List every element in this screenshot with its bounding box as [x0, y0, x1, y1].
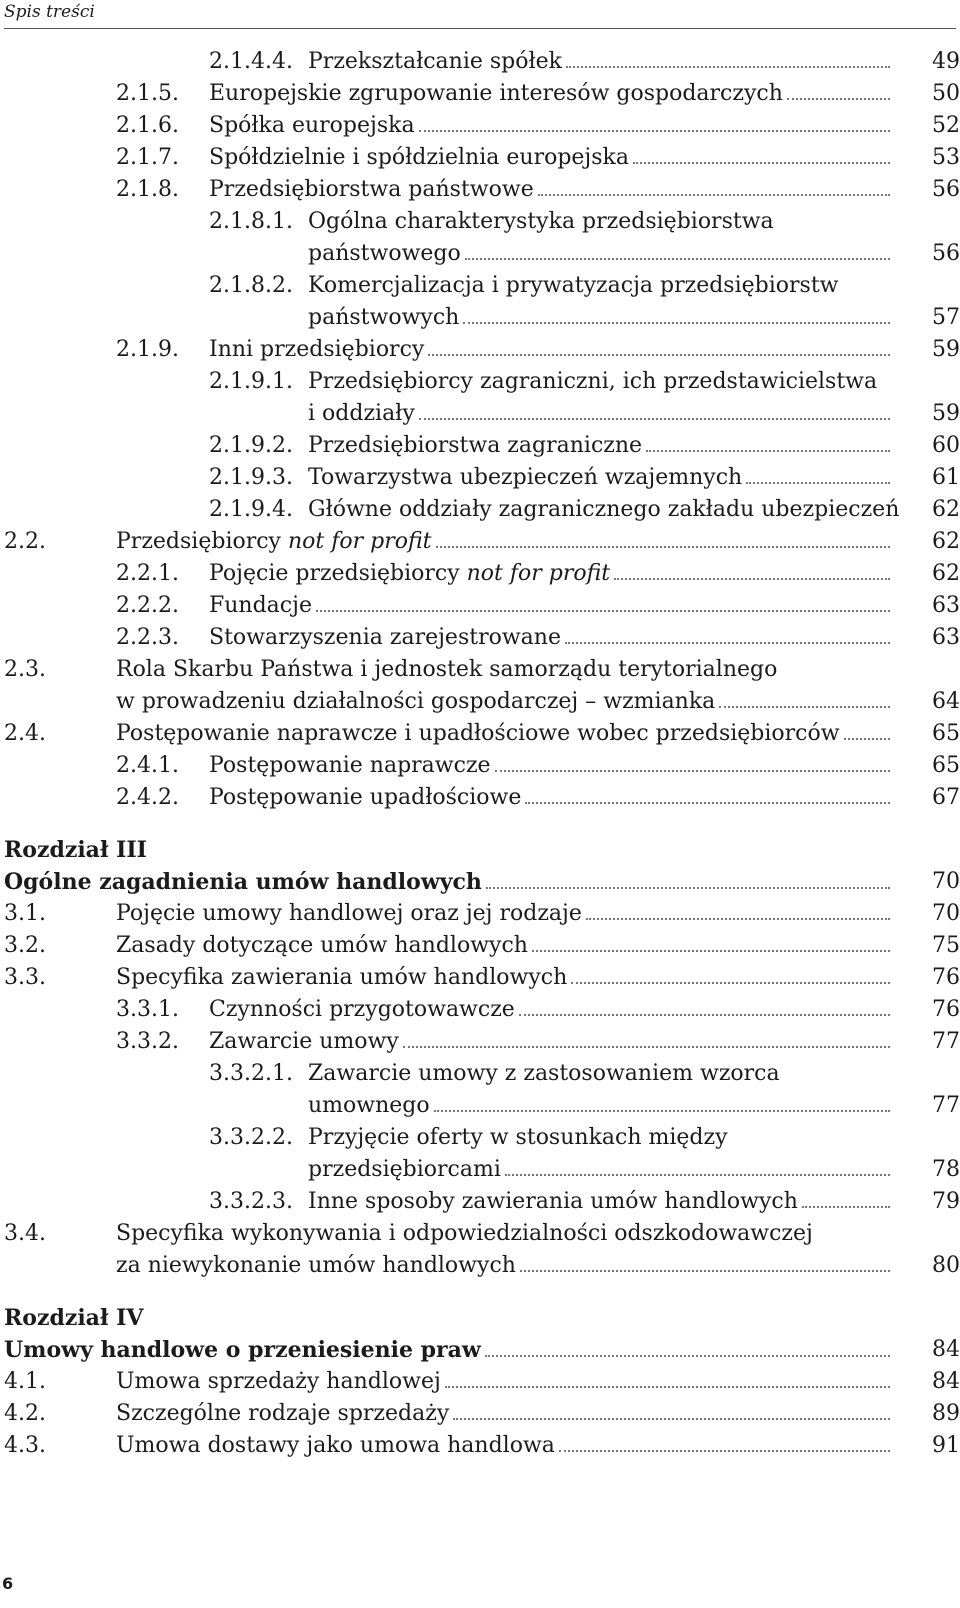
toc-entry[interactable]	[0, 1058, 960, 1122]
section-title-line: za niewykonanie umów handlowych	[116, 1253, 516, 1278]
page-number: 57	[932, 305, 960, 330]
dot-leader	[719, 706, 890, 708]
section-number: 2.1.9.3.	[209, 465, 293, 490]
section-title-line: w prowadzeniu działalności gospodarczej – wzmianka	[116, 689, 716, 714]
dot-leader	[436, 546, 890, 548]
section-title-line: Inni przedsiębiorcy	[209, 337, 425, 362]
chapter-label: Rozdział IV	[4, 1305, 144, 1331]
page-number: 77	[932, 1093, 960, 1118]
toc-entry[interactable]	[0, 1366, 960, 1398]
toc-entry[interactable]	[0, 334, 960, 366]
section-title-line: państwowego	[308, 241, 461, 266]
page-number: 75	[932, 933, 960, 958]
section-title-line: Przyjęcie oferty w stosunkach między	[308, 1125, 728, 1150]
toc-entry[interactable]	[0, 366, 960, 430]
page-number: 67	[932, 785, 960, 810]
section-title-line: Spółka europejska	[209, 113, 415, 138]
dot-leader	[486, 887, 890, 889]
toc-entry[interactable]	[0, 1430, 960, 1462]
section-title	[308, 206, 894, 270]
section-number: 2.4.1.	[116, 753, 179, 778]
toc-section-chapter-2	[0, 46, 960, 814]
chapter-label: Rozdział III	[4, 837, 147, 863]
toc-entry[interactable]	[0, 1122, 960, 1186]
toc-entry[interactable]	[0, 526, 960, 558]
folio-page-number: 6	[2, 1574, 14, 1593]
section-number: 2.1.7.	[116, 145, 179, 170]
page-number: 60	[932, 433, 960, 458]
section-title-line: Przedsiębiorcy	[116, 529, 281, 554]
dot-leader	[316, 610, 890, 612]
toc-entry[interactable]	[0, 430, 960, 462]
section-number: 4.2.	[4, 1401, 46, 1426]
section-title	[308, 430, 894, 462]
section-title	[209, 334, 894, 366]
section-title	[209, 174, 894, 206]
section-number: 3.2.	[4, 933, 46, 958]
section-number: 3.3.2.3.	[209, 1189, 293, 1214]
toc-entry[interactable]	[0, 558, 960, 590]
dot-leader	[532, 950, 890, 952]
toc-entry[interactable]	[0, 270, 960, 334]
section-title-line: Przedsiębiorstwa zagraniczne	[308, 433, 643, 458]
dot-leader	[485, 1355, 890, 1357]
dot-leader	[434, 1110, 890, 1112]
toc-entry[interactable]	[0, 462, 960, 494]
section-title-line: Postępowanie upadłościowe	[209, 785, 522, 810]
section-number: 3.3.	[4, 965, 46, 990]
dot-leader	[746, 482, 890, 484]
dot-leader	[445, 1386, 890, 1388]
section-number: 2.2.3.	[116, 625, 179, 650]
section-number: 2.1.9.	[116, 337, 179, 362]
toc-entry[interactable]	[0, 1398, 960, 1430]
page-number: 65	[932, 721, 960, 746]
section-title-line: Umowa sprzedaży handlowej	[116, 1369, 441, 1394]
page-number: 89	[932, 1401, 960, 1426]
page-number: 91	[932, 1433, 960, 1458]
section-title-line: Zawarcie umowy z zastosowaniem wzorca	[308, 1061, 780, 1086]
section-title-line: umownego	[308, 1093, 430, 1118]
toc-entry[interactable]	[0, 1218, 960, 1282]
section-title-line: Ogólna charakterystyka przedsiębiorstwa	[308, 209, 774, 234]
page-number: 65	[932, 753, 960, 778]
dot-leader	[565, 642, 890, 644]
toc-entry[interactable]	[0, 206, 960, 270]
section-number: 4.1.	[4, 1369, 46, 1394]
page-number: 49	[932, 49, 960, 74]
section-number: 3.3.1.	[116, 997, 179, 1022]
section-number: 2.2.2.	[116, 593, 179, 618]
section-title-line: Spółdzielnie i spółdzielnia europejska	[209, 145, 629, 170]
section-title-line: Zasady dotyczące umów handlowych	[116, 933, 528, 958]
section-number: 3.1.	[4, 901, 46, 926]
page-number: 61	[932, 465, 960, 490]
dot-leader	[505, 1174, 890, 1176]
section-number: 2.4.	[4, 721, 46, 746]
dot-leader	[538, 194, 890, 196]
dot-leader	[571, 982, 890, 984]
dot-leader	[566, 66, 890, 68]
dot-leader	[428, 354, 890, 356]
section-title-line: i oddziały	[308, 401, 415, 426]
toc-entry[interactable]	[0, 750, 960, 782]
section-title	[116, 654, 894, 718]
dot-leader	[495, 770, 890, 772]
section-number: 2.1.9.1.	[209, 369, 293, 394]
section-title	[116, 898, 894, 930]
toc-entry[interactable]	[0, 622, 960, 654]
dot-leader	[586, 918, 890, 920]
table-of-contents	[0, 46, 960, 1462]
section-number: 2.4.2.	[116, 785, 179, 810]
dot-leader	[802, 1206, 890, 1208]
section-title	[116, 718, 894, 750]
section-title-line: Pojęcie przedsiębiorcy	[209, 561, 460, 586]
section-title-line: Inne sposoby zawierania umów handlowych	[308, 1189, 798, 1214]
section-title-line: Komercjalizacja i prywatyzacja przedsiębiorstw	[308, 273, 839, 298]
section-title-line: przedsiębiorcami	[308, 1157, 501, 1182]
section-number: 2.1.8.2.	[209, 273, 293, 298]
dot-leader	[419, 418, 890, 420]
section-title	[308, 1122, 894, 1186]
dot-leader	[633, 162, 890, 164]
section-title	[209, 622, 894, 654]
dot-leader	[614, 578, 890, 580]
page-number: 50	[932, 81, 960, 106]
toc-entry[interactable]	[0, 142, 960, 174]
toc-entry[interactable]	[0, 1026, 960, 1058]
section-title-line: Przekształcanie spółek	[308, 49, 562, 74]
toc-entry[interactable]	[0, 962, 960, 994]
section-number: 2.2.1.	[116, 561, 179, 586]
section-number: 2.1.8.1.	[209, 209, 293, 234]
section-title	[209, 994, 894, 1026]
page-number: 76	[932, 997, 960, 1022]
section-number: 2.3.	[4, 657, 46, 682]
section-title	[116, 930, 894, 962]
page-number: 70	[932, 901, 960, 926]
section-number: 2.1.9.4.	[209, 497, 293, 522]
toc-entry[interactable]	[0, 174, 960, 206]
section-number: 2.1.5.	[116, 81, 179, 106]
section-title-line: Czynności przygotowawcze	[209, 997, 515, 1022]
dot-leader	[403, 1046, 890, 1048]
section-number: 2.1.6.	[116, 113, 179, 138]
page-number: 52	[932, 113, 960, 138]
section-title-line: Szczególne rodzaje sprzedaży	[116, 1401, 450, 1426]
toc-entry[interactable]	[0, 654, 960, 718]
page-number: 76	[932, 965, 960, 990]
section-title	[308, 46, 894, 78]
chapter-title-entry[interactable]	[0, 866, 960, 898]
page-number: 70	[932, 869, 960, 894]
section-title-line: Specyfika zawierania umów handlowych	[116, 965, 568, 990]
chapter-4	[0, 1302, 960, 1462]
section-number: 3.3.2.	[116, 1029, 179, 1054]
section-number: 3.4.	[4, 1221, 46, 1246]
section-title	[209, 110, 894, 142]
page-number: 77	[932, 1029, 960, 1054]
section-title	[308, 462, 894, 494]
dot-leader	[525, 802, 890, 804]
toc-entry[interactable]	[0, 78, 960, 110]
page-number: 53	[932, 145, 960, 170]
toc-entry[interactable]	[0, 590, 960, 622]
dot-leader	[419, 130, 890, 132]
toc-entry[interactable]	[0, 110, 960, 142]
dot-leader	[844, 738, 890, 740]
dot-leader	[519, 1014, 890, 1016]
section-title	[116, 1366, 894, 1398]
section-title	[308, 270, 894, 334]
section-title	[308, 366, 894, 430]
dot-leader	[559, 1450, 890, 1452]
section-title-line: Europejskie zgrupowanie interesów gospodarczych	[209, 81, 783, 106]
section-title	[116, 1398, 894, 1430]
section-title	[308, 494, 900, 526]
section-title	[116, 1430, 894, 1462]
page-number: 62	[932, 497, 960, 522]
toc-entry[interactable]	[0, 718, 960, 750]
section-title	[209, 750, 894, 782]
toc-entry[interactable]	[0, 994, 960, 1026]
page-number: 59	[932, 337, 960, 362]
section-title	[209, 142, 894, 174]
chapter-3	[0, 834, 960, 1282]
running-head-text: Spis treści	[4, 2, 95, 22]
section-number: 2.2.	[4, 529, 46, 554]
section-title	[209, 1026, 894, 1058]
page-number: 56	[932, 177, 960, 202]
running-head	[4, 0, 956, 29]
section-title	[116, 1218, 894, 1282]
italic-term: not for profit	[466, 561, 611, 586]
section-title	[209, 590, 894, 622]
section-number: 4.3.	[4, 1433, 46, 1458]
section-title-line: Zawarcie umowy	[209, 1029, 399, 1054]
section-title	[209, 782, 894, 814]
chapter-title: Ogólne zagadnienia umów handlowych	[4, 869, 482, 895]
section-title	[209, 558, 894, 590]
section-number: 3.3.2.1.	[209, 1061, 293, 1086]
section-number: 2.1.8.	[116, 177, 179, 202]
chapter-title-entry[interactable]	[0, 1334, 960, 1366]
section-title-line: państwowych	[308, 305, 460, 330]
section-title-line: Postępowanie naprawcze	[209, 753, 491, 778]
dot-leader	[787, 98, 890, 100]
section-title-line: Przedsiębiorstwa państwowe	[209, 177, 534, 202]
toc-entry[interactable]	[0, 1186, 960, 1218]
section-number: 2.1.4.4.	[209, 49, 293, 74]
section-title-line: Rola Skarbu Państwa i jednostek samorządu terytorialnego	[116, 657, 778, 682]
section-title-line: Przedsiębiorcy zagraniczni, ich przedstawicielstwa	[308, 369, 878, 394]
italic-term: not for profit	[288, 529, 432, 554]
toc-entry[interactable]	[0, 494, 960, 526]
page-number: 63	[932, 625, 960, 650]
page-number: 84	[932, 1337, 960, 1362]
section-title-line: Stowarzyszenia zarejestrowane	[209, 625, 561, 650]
section-title-line: Postępowanie naprawcze i upadłościowe wobec przedsiębiorców	[116, 721, 840, 746]
section-title-line: Towarzystwa ubezpieczeń wzajemnych	[308, 465, 743, 490]
page-number: 79	[932, 1189, 960, 1214]
chapter-title: Umowy handlowe o przeniesienie praw	[4, 1337, 481, 1363]
section-title	[209, 78, 894, 110]
section-title	[308, 1058, 894, 1122]
dot-leader	[520, 1270, 890, 1272]
dot-leader	[453, 1418, 890, 1420]
toc-entry[interactable]	[0, 782, 960, 814]
page-number: 62	[932, 529, 960, 554]
page-number: 78	[932, 1157, 960, 1182]
section-title-line: Umowa dostawy jako umowa handlowa	[116, 1433, 555, 1458]
section-title-line: Główne oddziały zagranicznego zakładu ubezpieczeń	[308, 497, 900, 522]
section-title	[116, 962, 894, 994]
page-number: 64	[932, 689, 960, 714]
toc-entry[interactable]	[0, 898, 960, 930]
page-number: 62	[932, 561, 960, 586]
dot-leader	[646, 450, 890, 452]
page-number: 80	[932, 1253, 960, 1278]
page-number: 84	[932, 1369, 960, 1394]
section-title	[116, 526, 894, 558]
page-number: 56	[932, 241, 960, 266]
section-number: 2.1.9.2.	[209, 433, 293, 458]
section-title	[308, 1186, 894, 1218]
section-title-line: Specyfika wykonywania i odpowiedzialności odszkodowawczej	[116, 1221, 813, 1246]
section-title-line: Pojęcie umowy handlowej oraz jej rodzaje	[116, 901, 582, 926]
toc-entry[interactable]	[0, 46, 960, 78]
section-number: 3.3.2.2.	[209, 1125, 293, 1150]
page-number: 59	[932, 401, 960, 426]
dot-leader	[463, 322, 890, 324]
toc-entry[interactable]	[0, 930, 960, 962]
dot-leader	[465, 258, 890, 260]
section-title-line: Fundacje	[209, 593, 312, 618]
page-number: 63	[932, 593, 960, 618]
